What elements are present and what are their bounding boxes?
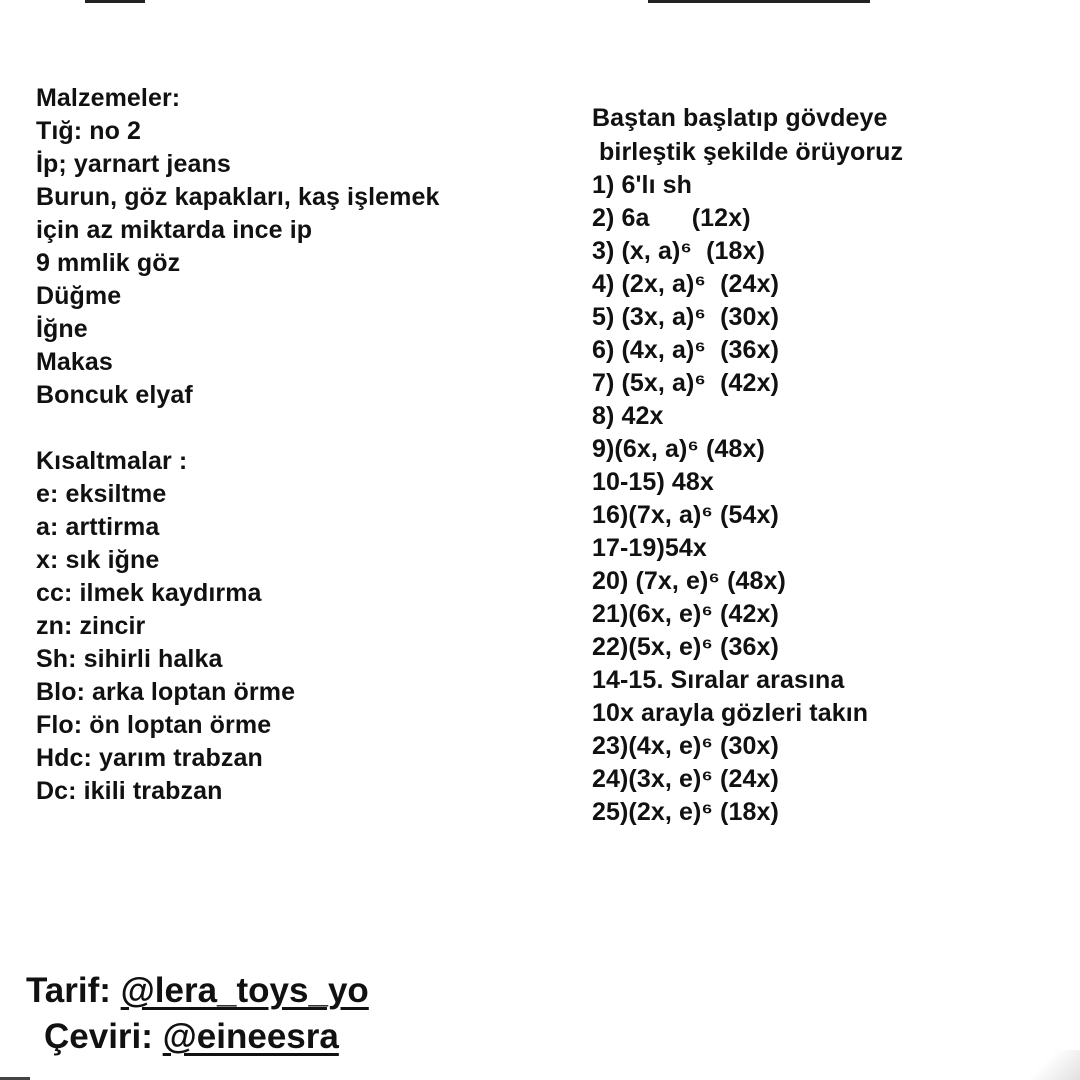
credits xyxy=(26,968,369,1060)
pattern-rows xyxy=(592,169,1062,829)
material-item: için az miktarda ince ip xyxy=(36,216,313,244)
abbreviation-item: Blo: arka loptan örme xyxy=(36,678,296,706)
materials-section xyxy=(36,82,556,412)
abbreviation-item: Sh: sihirli halka xyxy=(36,645,223,673)
pattern-note: 10x arayla gözleri takın xyxy=(592,699,869,727)
pattern-row: 2) 6a (12x) xyxy=(592,204,751,232)
material-item: Düğme xyxy=(36,282,122,310)
pattern-heading-line: Baştan başlatıp gövdeye xyxy=(592,104,888,132)
pattern-heading xyxy=(592,101,1062,169)
material-item: İp; yarnart jeans xyxy=(36,150,231,178)
pattern-heading-line: birleştik şekilde örüyoruz xyxy=(592,138,904,166)
translation-label: Çeviri: xyxy=(44,1017,163,1056)
top-border-line-right xyxy=(648,0,870,3)
pattern-row: 7) (5x, a)⁶ (42x) xyxy=(592,369,779,397)
pattern-row: 17-19)54x xyxy=(592,534,707,562)
materials-title: Malzemeler: xyxy=(36,84,181,112)
recipe-handle-link[interactable]: @lera_toys_yo xyxy=(120,971,369,1010)
abbreviation-item: e: eksiltme xyxy=(36,480,167,508)
pattern-row: 16)(7x, a)⁶ (54x) xyxy=(592,501,779,529)
abbreviation-item: a: arttirma xyxy=(36,513,160,541)
pattern-row: 10-15) 48x xyxy=(592,468,714,496)
pattern-row: 21)(6x, e)⁶ (42x) xyxy=(592,600,779,628)
pattern-row: 9)(6x, a)⁶ (48x) xyxy=(592,435,765,463)
pattern-row: 1) 6'lı sh xyxy=(592,171,693,199)
page-curl-shadow xyxy=(1020,1050,1080,1080)
abbreviation-item: x: sık iğne xyxy=(36,546,160,574)
pattern-row: 23)(4x, e)⁶ (30x) xyxy=(592,732,779,760)
section-spacer xyxy=(36,412,556,445)
pattern-row: 25)(2x, e)⁶ (18x) xyxy=(592,798,779,826)
pattern-row: 4) (2x, a)⁶ (24x) xyxy=(592,270,779,298)
pattern-row: 8) 42x xyxy=(592,402,664,430)
left-column xyxy=(36,82,556,808)
material-item: İğne xyxy=(36,315,88,343)
recipe-label: Tarif: xyxy=(26,971,121,1010)
abbreviations-section xyxy=(36,445,556,808)
right-column xyxy=(592,101,1062,829)
abbreviation-item: Flo: ön loptan örme xyxy=(36,711,272,739)
pattern-row: 22)(5x, e)⁶ (36x) xyxy=(592,633,779,661)
material-item: Boncuk elyaf xyxy=(36,381,193,409)
translation-handle-link[interactable]: @eineesra xyxy=(162,1017,339,1056)
pattern-row: 6) (4x, a)⁶ (36x) xyxy=(592,336,779,364)
pattern-row: 3) (x, a)⁶ (18x) xyxy=(592,237,765,265)
material-item: 9 mmlik göz xyxy=(36,249,181,277)
translation-credit xyxy=(26,1014,369,1060)
pattern-row: 5) (3x, a)⁶ (30x) xyxy=(592,303,779,331)
top-border-line-left xyxy=(85,0,145,3)
abbreviation-item: zn: zincir xyxy=(36,612,146,640)
pattern-row: 20) (7x, e)⁶ (48x) xyxy=(592,567,786,595)
abbreviation-item: Dc: ikili trabzan xyxy=(36,777,223,805)
material-item: Tığ: no 2 xyxy=(36,117,142,145)
pattern-note: 14-15. Sıralar arasına xyxy=(592,666,845,694)
pattern-row: 24)(3x, e)⁶ (24x) xyxy=(592,765,779,793)
abbreviations-title: Kısaltmalar : xyxy=(36,447,188,475)
abbreviation-item: Hdc: yarım trabzan xyxy=(36,744,263,772)
material-item: Makas xyxy=(36,348,113,376)
recipe-credit xyxy=(26,968,369,1014)
abbreviation-item: cc: ilmek kaydırma xyxy=(36,579,262,607)
material-item: Burun, göz kapakları, kaş işlemek xyxy=(36,183,440,211)
